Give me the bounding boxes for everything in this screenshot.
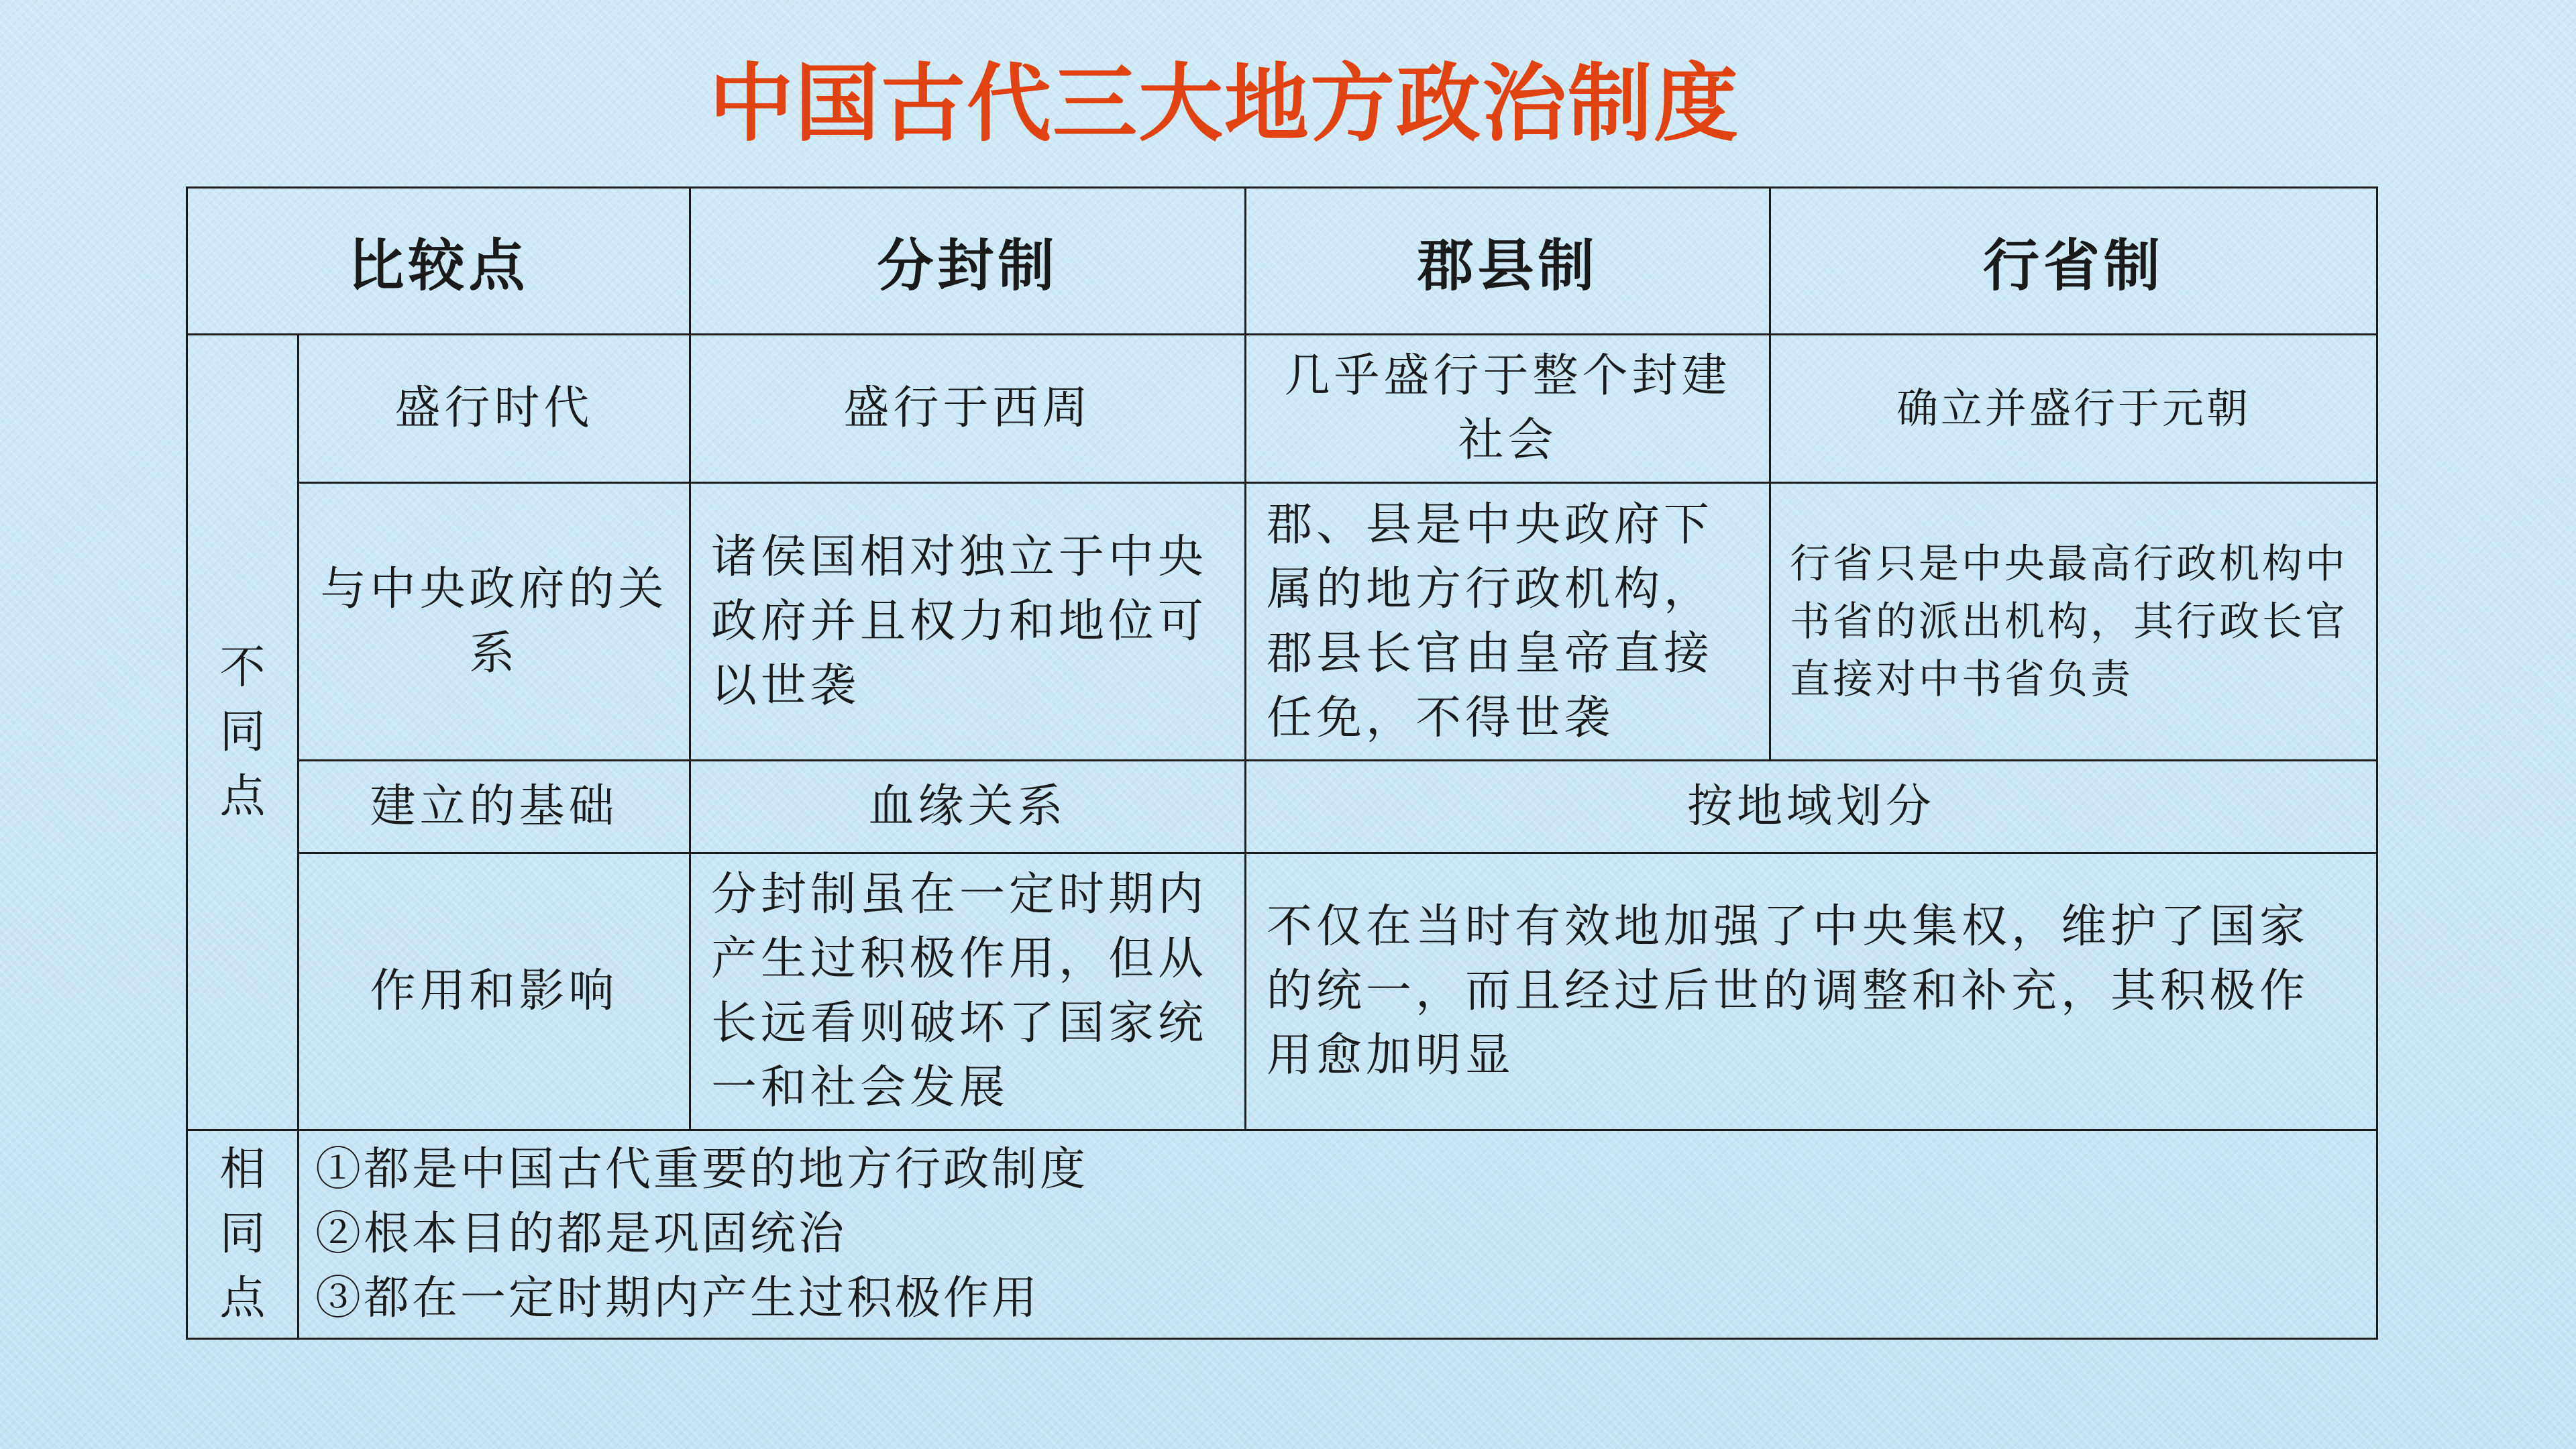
cell-relation-fenfeng: 诸侯国相对独立于中央政府并且权力和地位可以世袭 xyxy=(690,483,1246,761)
comparison-table xyxy=(186,186,2378,1340)
table-header-row xyxy=(187,188,2377,335)
cell-era-junxian: 几乎盛行于整个封建社会 xyxy=(1246,335,1770,483)
cell-relation-xingsheng: 行省只是中央最高行政机构中书省的派出机构，其行政长官直接对中书省负责 xyxy=(1770,483,2377,761)
cell-basis-junxian-xingsheng: 按地域划分 xyxy=(1246,761,2377,853)
header-fenfeng: 分封制 xyxy=(690,188,1246,335)
similarities-list xyxy=(299,1130,2377,1339)
table-row-similarities xyxy=(187,1130,2377,1339)
table-row-basis xyxy=(187,761,2377,853)
cell-era-xingsheng: 确立并盛行于元朝 xyxy=(1770,335,2377,483)
cell-impact-junxian-xingsheng: 不仅在当时有效地加强了中央集权，维护了国家的统一，而且经过后世的调整和补充，其积极作用愈加明显 xyxy=(1246,853,2377,1130)
cell-basis-fenfeng: 血缘关系 xyxy=(690,761,1246,853)
row-label-basis: 建立的基础 xyxy=(299,761,690,853)
list-item: ①都是中国古代重要的地方行政制度 xyxy=(315,1143,1089,1196)
table-row-impact xyxy=(187,853,2377,1130)
row-label-impact: 作用和影响 xyxy=(299,853,690,1130)
cell-era-fenfeng: 盛行于西周 xyxy=(690,335,1246,483)
cell-relation-junxian: 郡、县是中央政府下属的地方行政机构，郡县长官由皇帝直接任免，不得世袭 xyxy=(1246,483,1770,761)
differences-label: 不 同 点 xyxy=(187,335,299,1130)
header-junxian: 郡县制 xyxy=(1246,188,1770,335)
cell-impact-fenfeng: 分封制虽在一定时期内产生过积极作用，但从长远看则破坏了国家统一和社会发展 xyxy=(690,853,1246,1130)
header-comparison-point: 比较点 xyxy=(187,188,690,335)
row-label-relation: 与中央政府的关系 xyxy=(299,483,690,761)
header-xingsheng: 行省制 xyxy=(1770,188,2377,335)
table-row-era xyxy=(187,335,2377,483)
list-item: ③都在一定时期内产生过积极作用 xyxy=(315,1272,1040,1325)
row-label-era: 盛行时代 xyxy=(299,335,690,483)
page-title: 中国古代三大地方政治制度 xyxy=(709,54,1739,153)
table-row-relation xyxy=(187,483,2377,761)
similarities-label: 相 同 点 xyxy=(187,1130,299,1339)
list-item: ②根本目的都是巩固统治 xyxy=(315,1208,847,1260)
